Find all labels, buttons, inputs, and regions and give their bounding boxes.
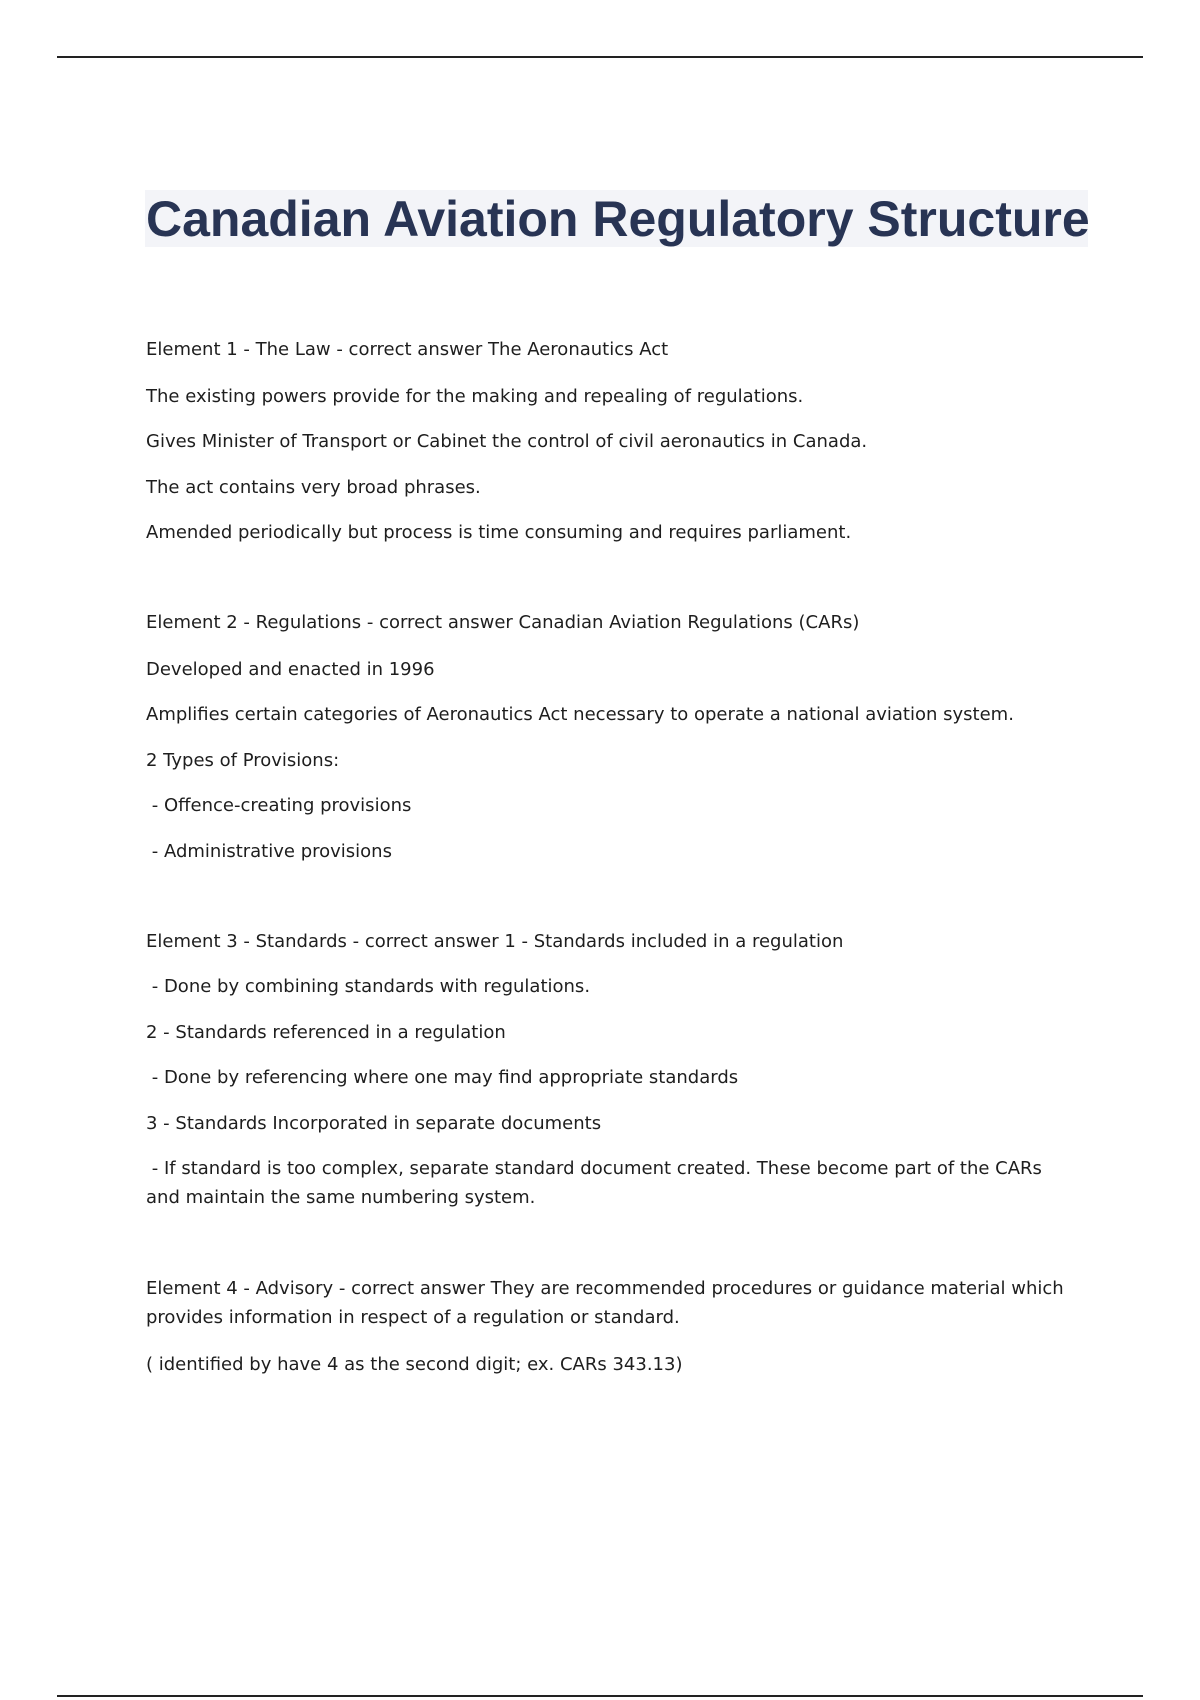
element-4-heading: Element 4 - Advisory - correct answer They are recommended procedures or guidance material which provides information in respect of a regulation or standard. [146, 1278, 1070, 1328]
bottom-divider [57, 1695, 1143, 1697]
paragraph-line: Gives Minister of Transport or Cabinet the control of civil aeronautics in Canada. [146, 431, 868, 452]
element-2-heading: Element 2 - Regulations - correct answer Canadian Aviation Regulations (CARs) [146, 612, 860, 633]
paragraph-line: 2 - Standards referenced in a regulation [146, 1022, 506, 1043]
paragraph-line: 3 - Standards Incorporated in separate documents [146, 1113, 602, 1134]
list-item: - Offence-creating provisions [146, 795, 412, 816]
list-item: - If standard is too complex, separate standard document created. These become part of the CARs and maintain the same numbering system. [146, 1158, 1048, 1208]
paragraph-line: Amended periodically but process is time consuming and requires parliament. [146, 522, 852, 543]
paragraph-line: Amplifies certain categories of Aeronautics Act necessary to operate a national aviation system. [146, 704, 1014, 725]
top-divider [57, 56, 1143, 58]
paragraph-line: ( identified by have 4 as the second digit; ex. CARs 343.13) [146, 1354, 683, 1375]
paragraph-line: The existing powers provide for the making and repealing of regulations. [146, 386, 804, 407]
list-item: - Done by combining standards with regulations. [146, 976, 591, 997]
list-item: - Administrative provisions [146, 841, 392, 862]
page-title: Canadian Aviation Regulatory Structure [146, 191, 1090, 247]
list-item: - Done by referencing where one may find appropriate standards [146, 1067, 739, 1088]
paragraph-line: The act contains very broad phrases. [146, 477, 481, 498]
paragraph-line: Developed and enacted in 1996 [146, 659, 435, 680]
element-3-heading: Element 3 - Standards - correct answer 1 - Standards included in a regulation [146, 931, 844, 952]
paragraph-line: 2 Types of Provisions: [146, 750, 340, 771]
element-1-heading: Element 1 - The Law - correct answer The Aeronautics Act [146, 339, 669, 360]
